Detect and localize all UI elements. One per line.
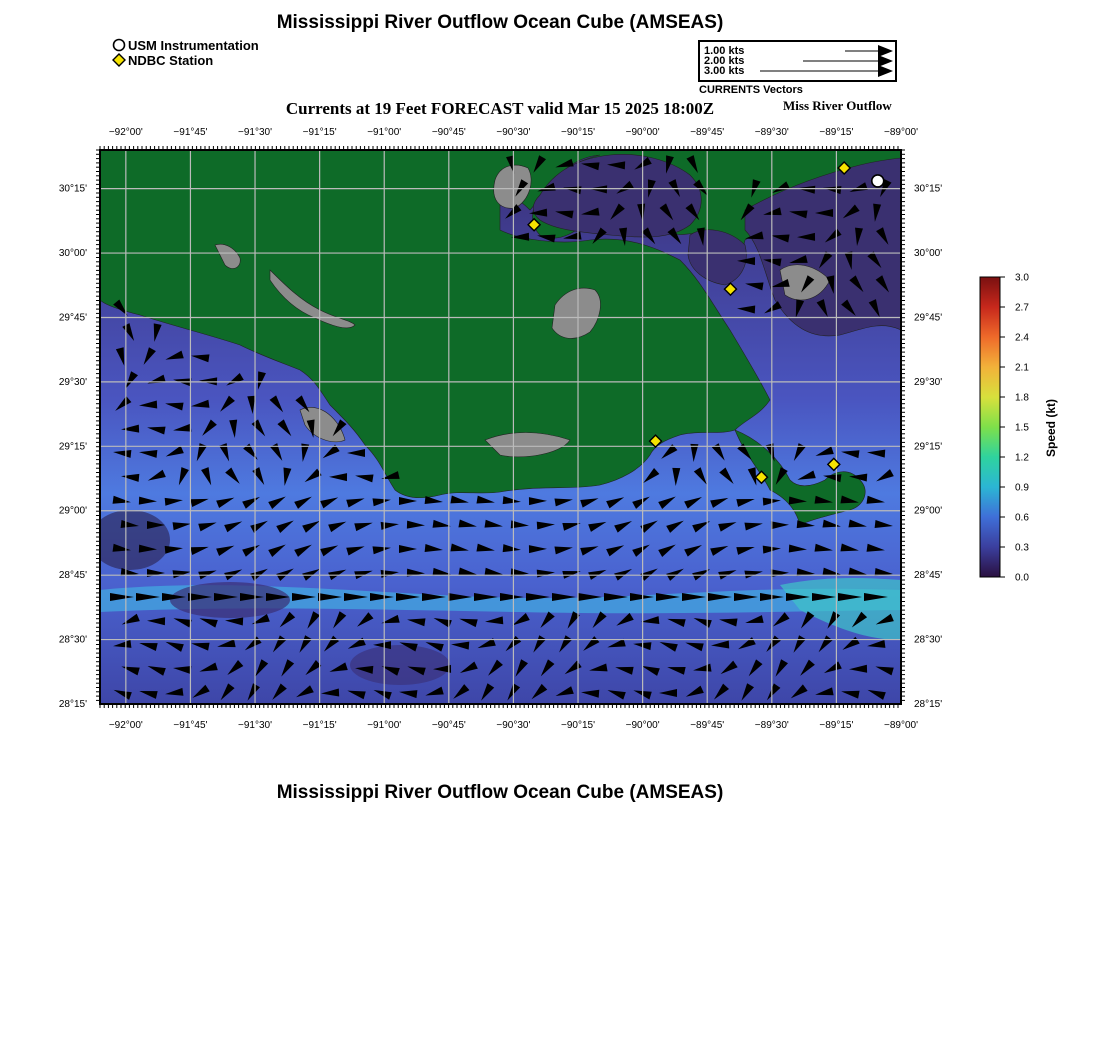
region-label: Miss River Outflow (783, 98, 892, 113)
colorbar (980, 277, 1000, 577)
lat-tick-label: 28°30' (58, 634, 87, 646)
lon-tick-label: −89°30' (754, 720, 789, 731)
lon-tick-label: −90°30' (496, 127, 531, 138)
lon-tick-label: −90°00' (625, 720, 660, 731)
lat-tick-label: 28°45' (914, 570, 943, 582)
lat-tick-label: 29°45' (58, 312, 87, 324)
lat-tick-label: 28°30' (914, 634, 943, 646)
lon-tick-label: −92°00' (108, 127, 143, 138)
colorbar-title: Speed (kt) (1044, 398, 1058, 458)
lat-tick-label: 30°00' (914, 248, 943, 260)
lat-tick-label: 28°45' (58, 570, 87, 582)
ndbc-legend-label: NDBC Station (128, 53, 214, 68)
lon-tick-label: −89°15' (819, 127, 854, 138)
vector-key-caption: CURRENTS Vectors (699, 84, 803, 96)
lon-tick-label: −91°15' (302, 720, 337, 731)
lon-tick-label: −91°45' (173, 127, 208, 138)
lat-tick-label: 29°45' (914, 312, 943, 324)
lon-tick-label: −90°00' (625, 127, 660, 138)
map-subtitle: Currents at 19 Feet FORECAST valid Mar 15 2025 18:00Z (285, 99, 715, 118)
map-area (90, 150, 901, 704)
lat-tick-label: 29°30' (914, 376, 943, 388)
lon-tick-label: −90°45' (431, 720, 466, 731)
lon-tick-label: −90°30' (496, 720, 531, 731)
colorbar-tick-label: 1.8 (1015, 392, 1029, 404)
lon-tick-label: −89°00' (884, 127, 918, 138)
lat-tick-label: 29°00' (914, 505, 943, 517)
usm-legend-label: USM Instrumentation (128, 38, 259, 53)
colorbar-tick-label: 0.6 (1015, 512, 1029, 524)
lat-tick-label: 28°15' (58, 699, 87, 710)
lon-tick-label: −91°15' (302, 127, 337, 138)
vector-key-row: 1.00 kts (704, 45, 745, 57)
lon-tick-label: −91°00' (367, 127, 402, 138)
lat-tick-label: 30°15' (914, 183, 943, 195)
lat-tick-label: 30°15' (58, 183, 87, 195)
lon-tick-label: −89°45' (690, 720, 725, 731)
lon-tick-label: −92°00' (108, 720, 143, 731)
vector-key-row: 3.00 kts (704, 65, 745, 77)
lat-tick-label: 29°15' (914, 441, 943, 453)
colorbar-tick-label: 0.9 (1015, 482, 1029, 494)
slow-water-patch (350, 645, 450, 685)
lon-tick-label: −89°15' (819, 720, 854, 731)
lat-labels-right (914, 184, 942, 710)
lon-tick-label: −90°45' (431, 127, 466, 138)
lat-labels-left (59, 184, 87, 710)
lon-tick-label: −91°30' (238, 127, 273, 138)
lat-tick-label: 28°15' (914, 699, 943, 710)
lon-tick-label: −90°15' (561, 127, 596, 138)
lat-tick-label: 29°00' (58, 505, 87, 517)
lon-tick-label: −91°00' (367, 720, 402, 731)
lon-tick-label: −89°30' (754, 127, 789, 138)
lon-tick-label: −91°30' (238, 720, 273, 731)
lon-tick-label: −91°45' (173, 720, 208, 731)
colorbar-tick-label: 0.0 (1015, 572, 1029, 584)
colorbar-tick-label: 1.5 (1015, 422, 1029, 434)
vector-key-row: 2.00 kts (704, 55, 745, 67)
lon-labels-top (109, 127, 918, 138)
colorbar-tick-label: 3.0 (1015, 272, 1029, 284)
map-title-repeat: Mississippi River Outflow Ocean Cube (AMSEAS) (276, 782, 724, 803)
lon-tick-label: −89°00' (884, 720, 918, 731)
map-title: Mississippi River Outflow Ocean Cube (AMSEAS) (276, 12, 724, 33)
colorbar-tick-label: 2.7 (1015, 302, 1029, 314)
slow-water-patch (90, 510, 170, 570)
colorbar-tick-label: 0.3 (1015, 542, 1029, 554)
lat-tick-label: 29°30' (58, 376, 87, 388)
colorbar-tick-label: 2.4 (1015, 332, 1029, 344)
lat-tick-label: 30°00' (58, 248, 87, 260)
colorbar-tick-label: 2.1 (1015, 362, 1029, 374)
lon-labels-bottom (109, 720, 918, 731)
usm-station-marker (872, 175, 884, 187)
colorbar-tick-label: 1.2 (1015, 452, 1029, 464)
colorbar-ticks (1000, 273, 1029, 584)
lon-tick-label: −89°45' (690, 127, 725, 138)
lat-tick-label: 29°15' (58, 441, 87, 453)
lon-tick-label: −90°15' (561, 720, 596, 731)
